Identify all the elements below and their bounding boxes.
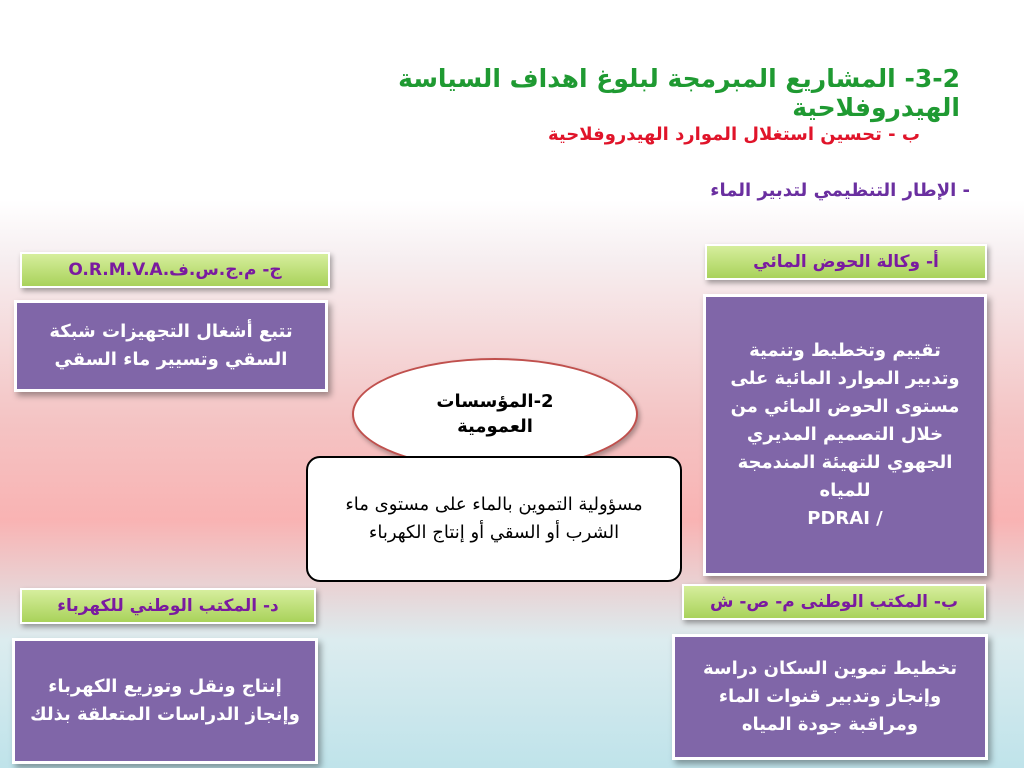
tag-onep-label: ب- المكتب الوطنى م- ص- ش <box>709 592 959 612</box>
public-institutions-label: 2-المؤسسات العمومية <box>436 390 554 437</box>
slide-subtitle: ب - تحسين استغلال الموارد الهيدروفلاحية <box>548 124 920 145</box>
box-ormva-text: تتبع أشغال التجهيزات شبكة السقي وتسيير ماء السقي <box>49 321 293 370</box>
box-onep <box>672 634 988 760</box>
tag-ormva <box>20 252 330 288</box>
box-basin-agency-code: PDRAI / <box>807 507 883 529</box>
slide-title: 3-2- المشاريع المبرمجة لبلوغ اهداف السياسة الهيدروفلاحية <box>398 64 960 122</box>
box-one <box>12 638 318 764</box>
box-one-text: إنتاج ونقل وتوزيع الكهرباء وإنجاز الدراسات المتعلقة بذلك <box>30 676 300 725</box>
tag-one-label: د- المكتب الوطني للكهرباء <box>57 596 279 616</box>
box-basin-agency <box>703 294 987 576</box>
tag-one <box>20 588 316 624</box>
public-institutions-oval <box>352 358 638 470</box>
box-ormva <box>14 300 328 392</box>
tag-onep <box>682 584 986 620</box>
section-heading: - الإطار التنظيمي لتدبير الماء <box>710 180 970 201</box>
tag-basin-agency-label: أ- وكالة الحوض المائي <box>753 252 939 272</box>
box-basin-agency-text: تقييم وتخطيط وتنمية وتدبير الموارد المائية على مستوى الحوض المائي من خلال التصميم المديري الجهوي للتهيئة المندمجة للمياه <box>730 340 960 501</box>
box-onep-text: تخطيط تموين السكان دراسة وإنجاز وتدبير قنوات الماء ومراقبة جودة المياه <box>703 658 957 735</box>
responsibility-box <box>306 456 682 582</box>
tag-basin-agency <box>705 244 987 280</box>
responsibility-text: مسؤولية التموين بالماء على مستوى ماء الشرب أو السقي أو إنتاج الكهرباء <box>345 494 643 543</box>
tag-ormva-label: ج- م.ج.س.ف.O.R.M.V.A <box>68 260 282 280</box>
